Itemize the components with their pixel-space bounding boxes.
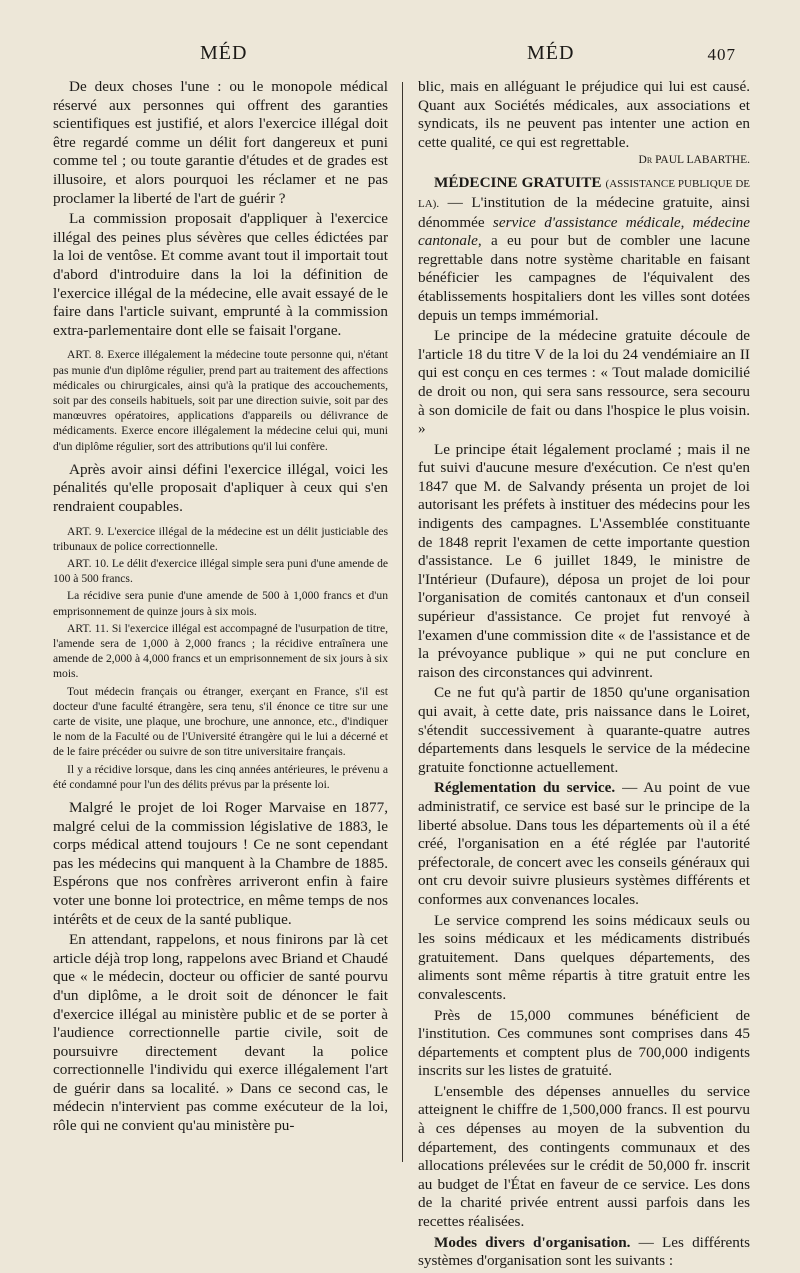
paragraph: Modes divers d'organisation. — Les différents systèmes d'organisation sont les suivants : — [418, 1233, 750, 1270]
article-8: ART. 8. Exerce illégalement la médecine toute personne qui, n'étant pas munie d'un diplôme régulier, prend part au traitement des affections médicales ou chirurgicales, ainsi qu'à la pratique des accouchements, soit par des conseils habituels, soit par une direction suivie, soit par des manœuvres opératoires, applications d'appareils ou délivrance de médicaments. Exerce encore illégalement la médecine celui qui, muni d'un diplôme régulier, sort des attributions qu'il lui confère. — [53, 348, 388, 453]
left-column — [53, 78, 388, 1138]
entry-intro: MÉDECINE GRATUITE (ASSISTANCE PUBLIQUE DE LA). — L'institution de la médecine gratuite, ainsi dénommée service d'assistance médicale, médecine cantonale, a eu pour but de combler une lacune regrettable dans notre système charitable en faisant bénéficier les campagnes de l'équivalent des établissements hospitaliers dont les villes sont dotées depuis un temps immémorial. — [418, 174, 751, 324]
article-11-titre: Tout médecin français ou étranger, exerçant en France, s'il est docteur d'une faculté étrangère, sera tenu, s'il énonce ce titre sur une carte de visite, une plaque, une brochure, une annonce, etc., d'indiquer le nom de la Faculté ou de l'Université étrangère qui le lui a décerné et de le faire précéder ou suivre de son titre universitaire français. — [53, 684, 388, 759]
paragraph: Après avoir ainsi défini l'exercice illégal, voici les pénalités qu'elle proposait d'apliquer à ceux qui s'en rendraient coupables. — [53, 460, 388, 515]
entry-title: MÉDECINE GRATUITE — [434, 174, 602, 192]
article-11: ART. 11. Si l'exercice illégal est accompagné de l'usurpation de titre, l'amende sera de 1,000 à 2,000 francs ; la récidive entraînera une amende de 2,000 à 4,000 francs et un emprisonnement de six jours à six mois. — [53, 621, 388, 681]
paragraph: Ce ne fut qu'à partir de 1850 qu'une organisation qui avait, à cette date, pris naissance dans le Loiret, s'étendit successivement à quarante-quatre autres départements dans lesquels le service de la médecine gratuite fonctionne actuellement. — [418, 684, 750, 776]
entry-cross-reference: (ASSISTANCE PUBLIQUE DE LA). — [418, 178, 750, 210]
running-head-left: MÉD — [200, 42, 248, 64]
author-signature: Dr PAUL LABARTHE. — [638, 154, 750, 167]
right-column — [418, 78, 750, 1273]
article-10: ART. 10. Le délit d'exercice illégal simple sera puni d'une amende de 100 à 500 francs. — [53, 556, 389, 586]
paragraph: Le principe était légalement proclamé ; mais il ne fut suivi d'aucune mesure d'exécution. Ce n'est qu'en 1847 que M. de Salvandy présenta un projet de loi autorisant les préfets à instituer des médecins pour les indigents des campagnes. L'Assemblée constituante de 1848 reprit l'examen de cette importante question d'assistance. Le 6 juillet 1849, le ministre de l'Intérieur (Dufaure), déposa un projet de loi pour l'organisation de comités cantonaux et d'un conseil supérieur d'assistance. Ce projet fut renvoyé à l'examen d'une commission dite « de l'assistance et de la prévoyance publique » qui ne put conclure en raison des circonstances qui advinrent. — [418, 440, 750, 681]
paragraph: Près de 15,000 communes bénéficient de l'institution. Ces communes sont comprises dans 45 départements et comptent plus de 700,000 indigents inscrits sur les listes de gratuité. — [418, 1006, 750, 1080]
page-number: 407 — [707, 45, 736, 64]
paragraph: En attendant, rappelons, et nous finirons par là cet article déjà trop long, rappelons avec Briand et Chaudé que « le médecin, docteur ou officier de santé pourvu d'un diplôme, a le droit soit de dénoncer le fait d'exercice illégal au ministère public et de se porter à l'audience correctionnelle partie civile, soit de poursuivre directement devant la police correctionnelle l'individu qui exerce illégalement l'art de guérir dans sa localité. » Dans ce second cas, le médecin n'intervient pas comme exécuteur de la loi, rôle qui ne convient qu'au ministère pu- — [53, 931, 388, 1135]
paragraph: Malgré le projet de loi Roger Marvaise en 1877, malgré celui de la commission législative de 1883, le corps médical attend toujours ! Ce ne sont cependant pas les médecins qui manquent à la Chambre de 1885. Espérons que nos confrères arriveront enfin à faire voter une bonne loi protectrice, en même temps de nos intérêts et de ceux de la santé publique. — [53, 798, 388, 928]
section-heading: Modes divers d'organisation. — [434, 1233, 631, 1251]
paragraph: Le service comprend les soins médicaux seuls ou les soins médicaux et les médicaments distribués gratuitement. Dans quelques départements, des aliments sont même répartis à titre gratuit entre les convalescents. — [418, 911, 750, 1003]
running-head-right: MÉD — [527, 42, 575, 64]
article-9: ART. 9. L'exercice illégal de la médecine est un délit justiciable des tribunaux de police correctionnelle. — [53, 524, 388, 553]
paragraph: Réglementation du service. — Au point de vue administratif, ce service est basé sur le principe de la liberté absolue. Dans tous les départements où il a été créé, l'organisation en a été réglée par l'autorité préfectorale, de concert avec les conseils généraux qui ont cru devoir suivre plusieurs systèmes différents et conformes aux convenances locales. — [418, 779, 750, 908]
paragraph: De deux choses l'une : ou le monopole médical réservé aux personnes qui offrent des garanties scientifiques est justifié, et alors l'exercice illégal doit être regardé comme un délit fort dangereux et puni comme tel ; ou toute garantie d'études et de grades est illusoire, et alors pourquoi les réclamer et ne pas proclamer la liberté de l'art de guérir ? — [53, 78, 388, 207]
section-heading: Réglementation du service. — [434, 779, 616, 797]
column-divider — [402, 82, 403, 1162]
paragraph: La commission proposait d'appliquer à l'exercice illégal des peines plus sévères que celles édictées par la loi de ventôse. Et comme avant tout il importait tout d'abord d'introduire dans la loi la définition de l'exercice illégal de la médecine, elle avait essayé de le faire dans l'article suivant, emprunté à la commission extra-parlementaire dont elle se faisait l'organe. — [53, 210, 388, 339]
paragraph: blic, mais en alléguant le préjudice qui lui est causé. Quant aux Sociétés médicales, aux associations et syndicats, ils ne peuvent pas intenter une action en cette qualité, ce qui est regrettable. — [418, 78, 750, 151]
paragraph: L'ensemble des dépenses annuelles du service atteignent le chiffre de 1,500,000 francs. Il est pourvu à ces dépenses au moyen de la subvention du département, des contingents communaux et des allocations prélevées sur le crédit de 50,000 fr. inscrit au budget de l'État en faveur de ce service. Les dons de la charité privée entrent aussi parfois dans les recettes réalisées. — [418, 1082, 750, 1231]
article-11-recidive: Il y a récidive lorsque, dans les cinq années antérieures, le prévenu a été condamné pour l'un des délits prévus par la présente loi. — [53, 762, 388, 791]
paragraph: Le principe de la médecine gratuite découle de l'article 18 du titre V de la loi du 24 vendémiaire an II qui est conçu en ces termes : « Tout malade domicilié de droit ou non, qui sera sans ressource, sera secouru à son domicile de fait ou dans l'hospice le plus voisin. » — [418, 327, 750, 438]
article-10-recidive: La récidive sera punie d'une amende de 500 à 1,000 francs et d'un emprisonnement de quinze jours à six mois. — [53, 589, 388, 618]
